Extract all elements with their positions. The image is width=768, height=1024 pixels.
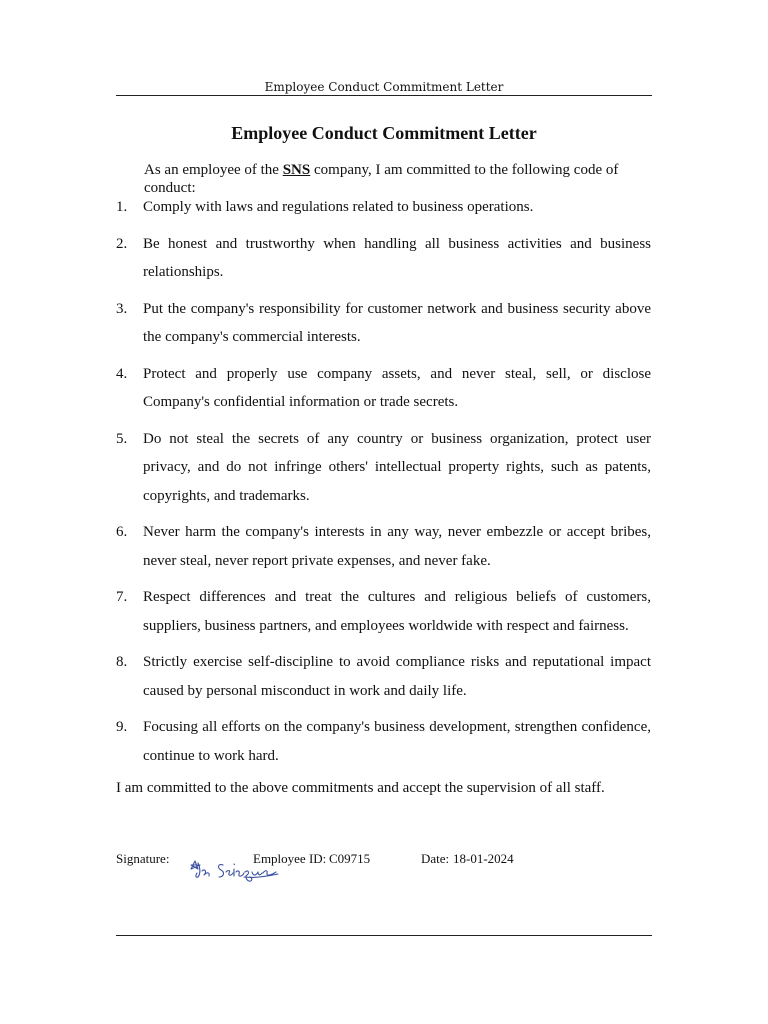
signature-label: Signature: [116,851,170,866]
company-name: SNS [282,162,311,178]
item-number: 4. [116,365,128,382]
item-text: Strictly exercise self-discipline to avoid compliance risks and reputational impact caused by personal misconduct in work and daily life. [143,654,651,699]
item-number: 3. [116,300,128,317]
commitment-item [116,230,651,287]
item-number: 9. [116,719,128,735]
commitment-list [116,193,651,778]
header-divider [116,95,652,96]
intro-paragraph [144,161,664,197]
item-text: Be honest and trustworthy when handling all business activities and business relationships. [143,235,651,280]
item-number: 6. [116,524,128,540]
commitment-item [116,583,651,640]
item-text: Protect and properly use company assets, and never steal, sell, or disclose Company's confidential information or trade secrets. [143,365,651,410]
item-number: 7. [116,589,128,605]
item-text: Focusing all efforts on the company's business development, strengthen confidence, continue to work hard. [143,719,651,764]
item-text: Do not steal the secrets of any country or business organization, protect user privacy, and do not infringe others' intellectual property rights, such as patents, copyrights, and trademarks. [143,430,651,504]
employee-id-label: Employee ID: [253,851,327,866]
intro-text-before: As an employee of the [144,162,283,178]
commitment-item [116,648,651,705]
commitment-item [116,518,651,575]
item-text: Respect differences and treat the cultures and religious beliefs of customers, suppliers, business partners, and employees worldwide with respect and fairness. [143,589,651,634]
commitment-item [116,425,651,511]
date-label: Date: [421,851,450,866]
commitment-item [116,295,651,352]
closing-statement: I am committed to the above commitments and accept the supervision of all staff. [116,780,605,796]
item-text: Put the company's responsibility for customer network and business security above the company's commercial interests. [143,300,651,345]
item-number: 1. [116,199,128,215]
employee-id-value: C09715 [329,851,371,866]
item-number: 8. [116,654,128,670]
commitment-item [116,713,651,770]
running-header: Employee Conduct Commitment Letter [264,80,504,94]
footer-divider [116,935,652,936]
intro-text-after: company, I am committed to the following code of conduct: [144,162,619,196]
item-number: 2. [116,235,128,252]
commitment-item [116,193,651,222]
item-text: Never harm the company's interests in any way, never embezzle or accept bribes, never steal, never report private expenses, and never fake. [143,524,651,569]
date-value: 18-01-2024 [453,851,514,866]
document-title: Employee Conduct Commitment Letter [231,123,537,143]
item-number: 5. [116,430,128,447]
document-page [116,0,652,1024]
item-text: Comply with laws and regulations related to business operations. [143,199,534,215]
signature-block [116,851,652,891]
commitment-item [116,360,651,417]
